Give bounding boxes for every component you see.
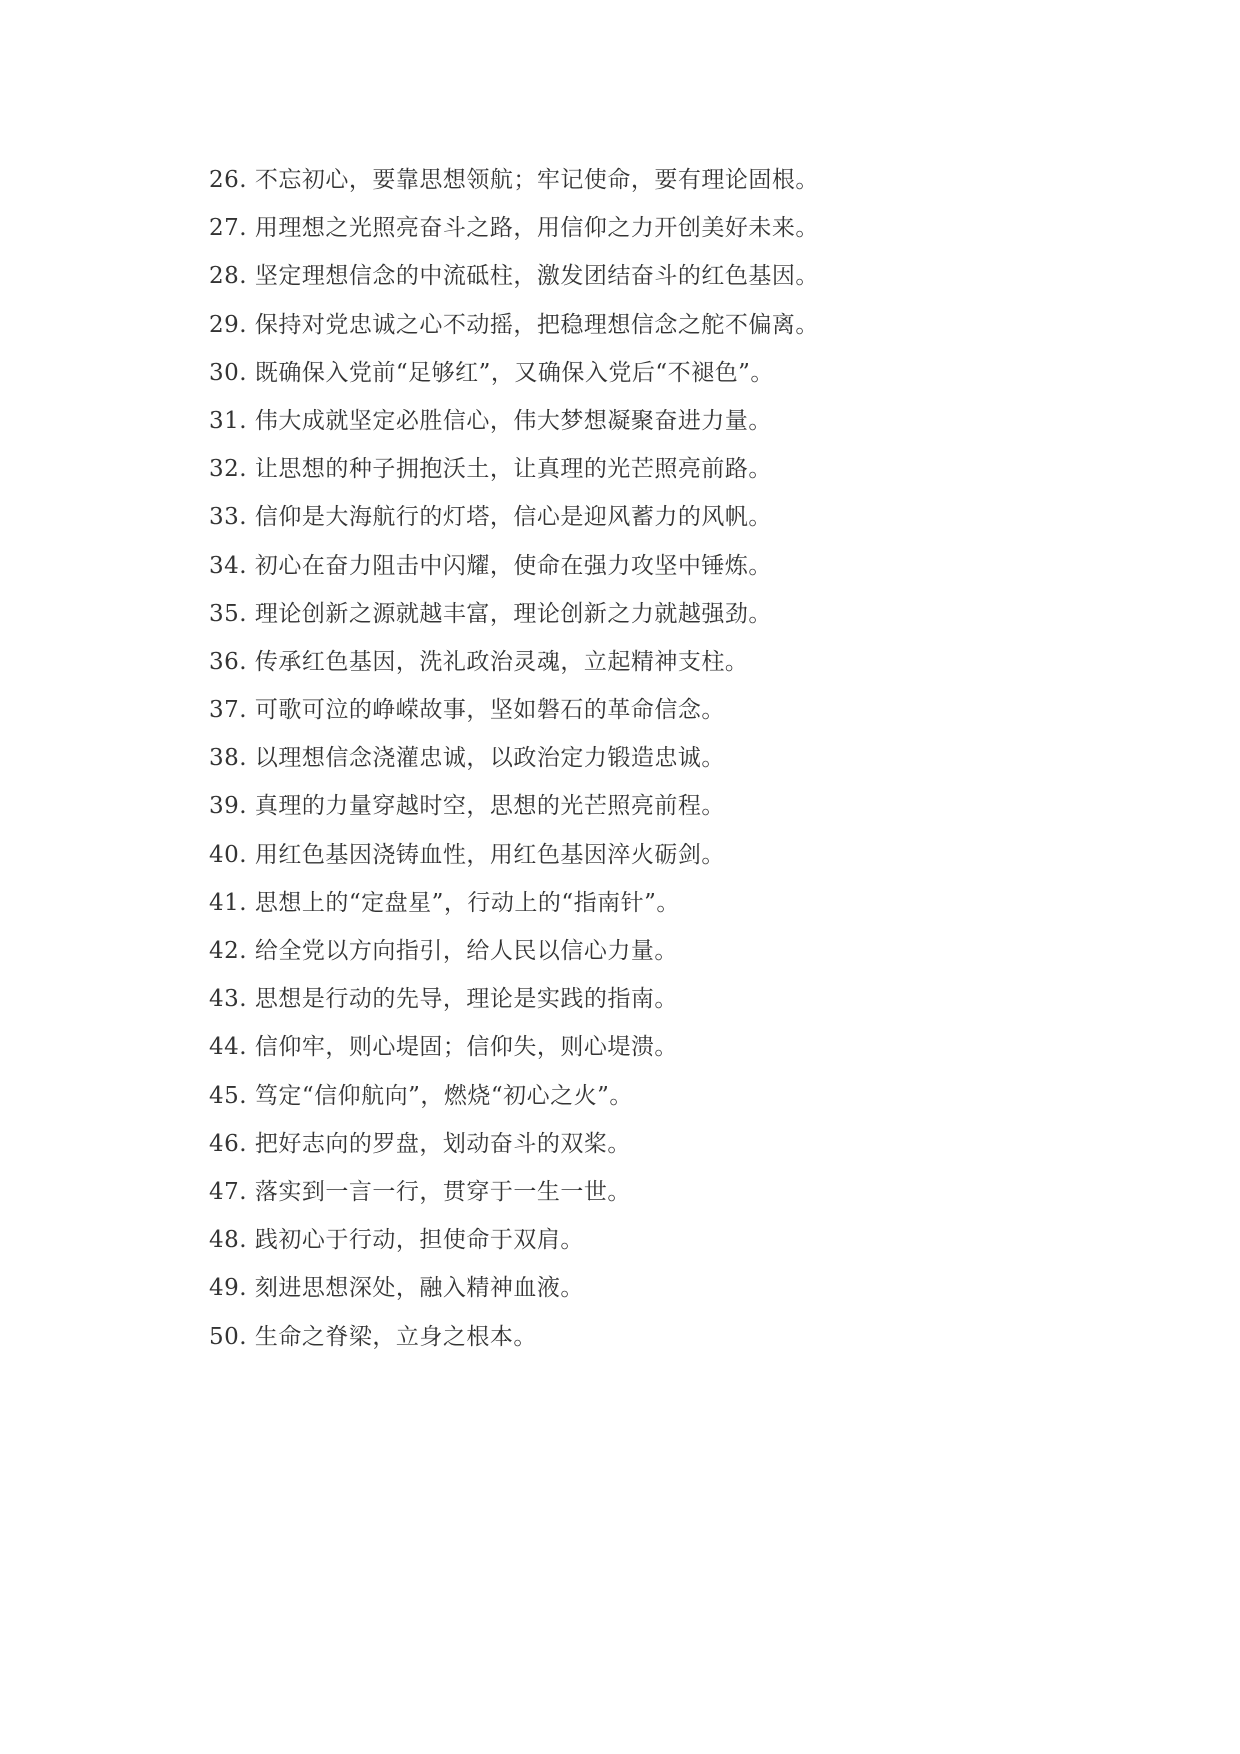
- list-item: 43. 思想是行动的先导，理论是实践的指南。: [209, 986, 678, 1013]
- list-item: 29. 保持对党忠诚之心不动摇，把稳理想信念之舵不偏离。: [209, 311, 819, 338]
- list-item: 27. 用理想之光照亮奋斗之路，用信仰之力开创美好未来。: [209, 215, 819, 242]
- list-item: 26. 不忘初心，要靠思想领航；牢记使命，要有理论固根。: [209, 167, 819, 193]
- slogan-list: [209, 160, 819, 1365]
- list-item: 30. 既确保入党前“足够红”，又确保入党后“不褪色”。: [209, 359, 774, 386]
- list-item: 37. 可歌可泣的峥嵘故事，坚如磐石的革命信念。: [209, 697, 725, 724]
- list-item: 41. 思想上的“定盘星”，行动上的“指南针”。: [209, 889, 680, 916]
- list-item: 32. 让思想的种子拥抱沃土，让真理的光芒照亮前路。: [209, 456, 772, 483]
- list-item: 46. 把好志向的罗盘，划动奋斗的双桨。: [209, 1130, 631, 1157]
- list-item: 33. 信仰是大海航行的灯塔，信心是迎风蓄力的风帆。: [209, 504, 772, 531]
- list-item: 44. 信仰牢，则心堤固；信仰失，则心堤溃。: [209, 1034, 678, 1061]
- list-item: 34. 初心在奋力阻击中闪耀，使命在强力攻坚中锤炼。: [209, 552, 772, 579]
- list-item: 49. 刻进思想深处，融入精神血液。: [209, 1275, 584, 1302]
- list-item: 50. 生命之脊梁，立身之根本。: [209, 1323, 537, 1350]
- list-item: 48. 践初心于行动，担使命于双肩。: [209, 1227, 584, 1254]
- list-item: 45. 笃定“信仰航向”，燃烧“初心之火”。: [209, 1082, 633, 1109]
- list-item: 31. 伟大成就坚定必胜信心，伟大梦想凝聚奋进力量。: [209, 407, 772, 434]
- list-item: 28. 坚定理想信念的中流砥柱，激发团结奋斗的红色基因。: [209, 263, 819, 290]
- list-item: 47. 落实到一言一行，贯穿于一生一世。: [209, 1178, 631, 1205]
- list-item: 38. 以理想信念浇灌忠诚，以政治定力锻造忠诚。: [209, 745, 725, 772]
- list-item: 36. 传承红色基因，洗礼政治灵魂，立起精神支柱。: [209, 648, 749, 675]
- list-item: 35. 理论创新之源就越丰富，理论创新之力就越强劲。: [209, 600, 772, 627]
- list-item: 42. 给全党以方向指引，给人民以信心力量。: [209, 938, 678, 964]
- list-item: 40. 用红色基因浇铸血性，用红色基因淬火砺剑。: [209, 841, 725, 868]
- list-item: 39. 真理的力量穿越时空，思想的光芒照亮前程。: [209, 793, 725, 820]
